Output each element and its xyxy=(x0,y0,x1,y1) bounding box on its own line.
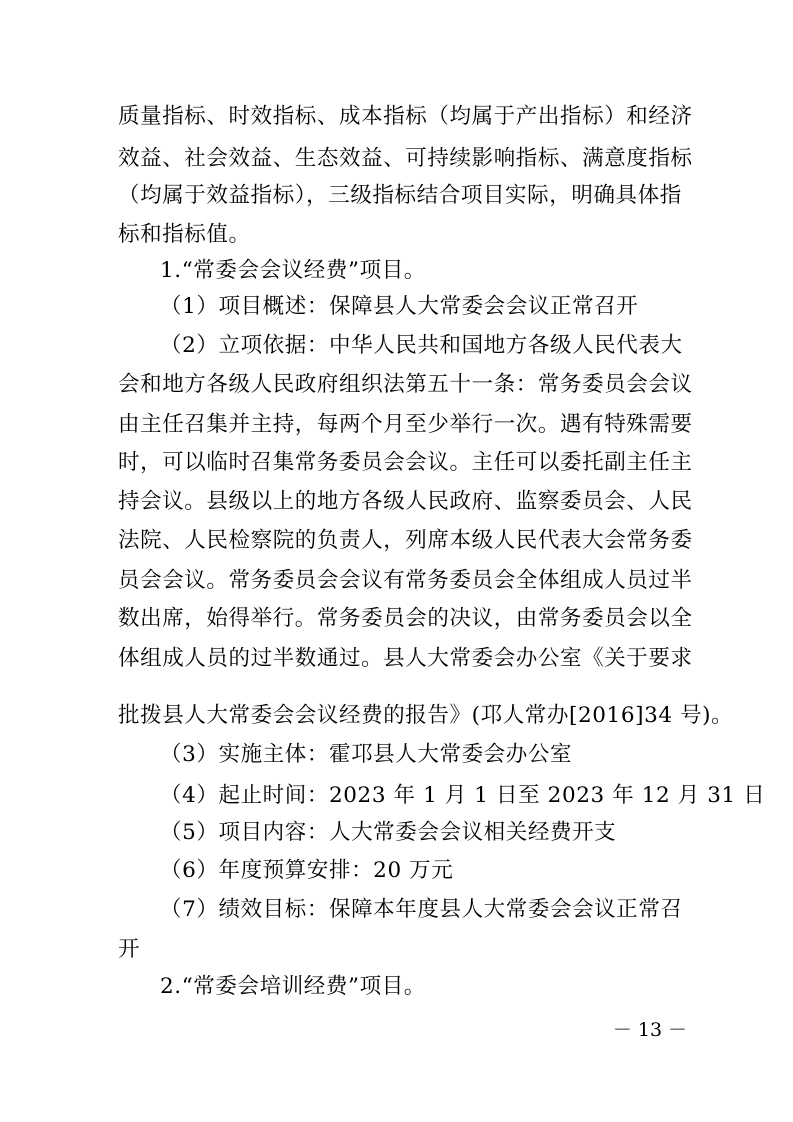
body-text-line: 由主任召集并主持，每两个月至少举行一次。遇有特殊需要 xyxy=(118,412,693,437)
body-text-line: 体组成人员的过半数通过。县人大常委会办公室《关于要求 xyxy=(118,646,693,671)
section-heading-2: 2.“常委会培训经费”项目。 xyxy=(160,974,426,999)
body-text-line: 数出席，始得举行。常务委员会的决议，由常务委员会以全 xyxy=(118,606,693,631)
body-text-line: 时，可以临时召集常务委员会会议。主任可以委托副主任主 xyxy=(118,450,693,475)
item-project-overview: （1）项目概述：保障县人大常委会会议正常召开 xyxy=(160,294,639,319)
item-project-basis: （2）立项依据：中华人民共和国地方各级人民代表大 xyxy=(160,333,683,358)
item-project-content: （5）项目内容：人大常委会会议相关经费开支 xyxy=(160,820,617,845)
body-text-line: 效益、社会效益、生态效益、可持续影响指标、满意度指标 xyxy=(118,146,693,171)
item-implementing-body: （3）实施主体：霍邛县人大常委会办公室 xyxy=(160,742,573,767)
body-text-line: 法院、人民检察院的负责人，列席本级人民代表大会常务委 xyxy=(118,528,693,553)
body-text-line: 标和指标值。 xyxy=(118,222,251,247)
page-number: － 13 － xyxy=(612,1019,688,1041)
body-text-line: （均属于效益指标），三级指标结合项目实际，明确具体指 xyxy=(118,183,682,208)
section-heading-1: 1.“常委会会议经费”项目。 xyxy=(160,258,426,283)
body-text-line: 会和地方各级人民政府组织法第五十一条：常务委员会会议 xyxy=(118,372,693,397)
body-text-line: 持会议。县级以上的地方各级人民政府、监察委员会、人民 xyxy=(118,489,693,514)
body-text-line: 质量指标、时效指标、成本指标（均属于产出指标）和经济 xyxy=(118,104,693,129)
body-text-line: 员会会议。常务委员会会议有常务委员会全体组成人员过半 xyxy=(118,568,693,593)
item-performance-goal: （7）绩效目标：保障本年度县人大常委会会议正常召 xyxy=(160,897,683,922)
body-text-line: 开 xyxy=(118,937,141,962)
body-text-line: 批拨县人大常委会会议经费的报告》(邛人常办[2016]34 号)。 xyxy=(118,703,734,728)
item-time-period: （4）起止时间：2023 年 1 月 1 日至 2023 年 12 月 31 日 xyxy=(160,783,766,808)
item-annual-budget: （6）年度预算安排：20 万元 xyxy=(160,858,454,883)
